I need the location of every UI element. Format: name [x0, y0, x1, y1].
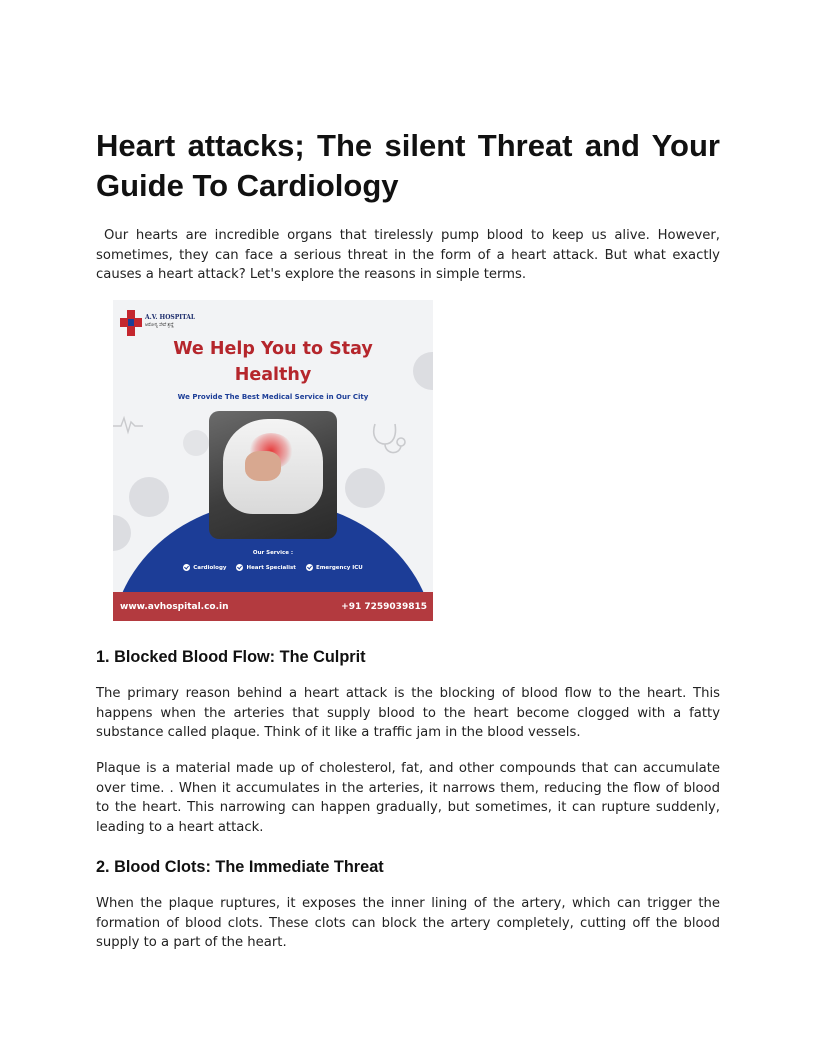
poster-headline-line-2: Healthy — [234, 365, 312, 385]
chest-pain-photo — [209, 411, 337, 539]
logo-tagline: ಆರೋಗ್ಯ ಸೇವೆ ಶ್ರದ್ಧೆ — [145, 323, 174, 328]
logo-name: A.V. HOSPITAL — [145, 314, 196, 321]
section-1-paragraph-1: The primary reason behind a heart attack is the blocking of blood flow to the heart. This happens when the arteries that supply blood to the heart become clogged with a fatty substance called plaque. Think of it like a traffic jam in the blood vessels. — [96, 686, 720, 740]
services-label: Our Service : — [252, 550, 294, 556]
poster-website: www.avhospital.co.in — [120, 601, 229, 612]
check-circle-icon — [183, 564, 190, 571]
services-list — [113, 564, 433, 571]
poster-footer-bar — [113, 592, 433, 621]
poster-subheadline: We Provide The Best Medical Service in Our City — [177, 393, 369, 401]
section-1-heading: 1. Blocked Blood Flow: The Culprit — [96, 648, 366, 666]
poster-phone: +91 7259039815 — [341, 601, 427, 612]
section-2-paragraph-1: When the plaque ruptures, it exposes the inner lining of the artery, which can trigger the formation of blood clots. These clots can block the artery completely, cutting off the blood supply to a part of the heart. — [96, 896, 720, 950]
hospital-logo-icon — [120, 310, 142, 336]
section-1-paragraph-2: Plaque is a material made up of cholesterol, fat, and other compounds that can accumulate over time. . When it accumulates in the arteries, it narrows them, reducing the flow of blood to the heart. This narrowing can happen gradually, but sometimes, it can rupture suddenly, leading to a heart attack. — [96, 761, 720, 835]
check-circle-icon — [306, 564, 313, 571]
service-item: Cardiology — [183, 564, 226, 571]
section-2-heading: 2. Blood Clots: The Immediate Threat — [96, 858, 384, 876]
article-title: Heart attacks; The silent Threat and Your Guide To Cardiology — [96, 128, 720, 203]
check-circle-icon — [236, 564, 243, 571]
intro-paragraph: Our hearts are incredible organs that tirelessly pump blood to keep us alive. However, sometimes, they can face a serious threat in the form of a heart attack. But what exactly causes a heart attack? Let's explore the reasons in simple terms. — [96, 228, 720, 282]
poster-headline-line-1: We Help You to Stay — [173, 339, 373, 359]
hospital-poster-image — [113, 300, 433, 621]
service-item: Emergency ICU — [306, 564, 363, 571]
service-item: Heart Specialist — [236, 564, 295, 571]
